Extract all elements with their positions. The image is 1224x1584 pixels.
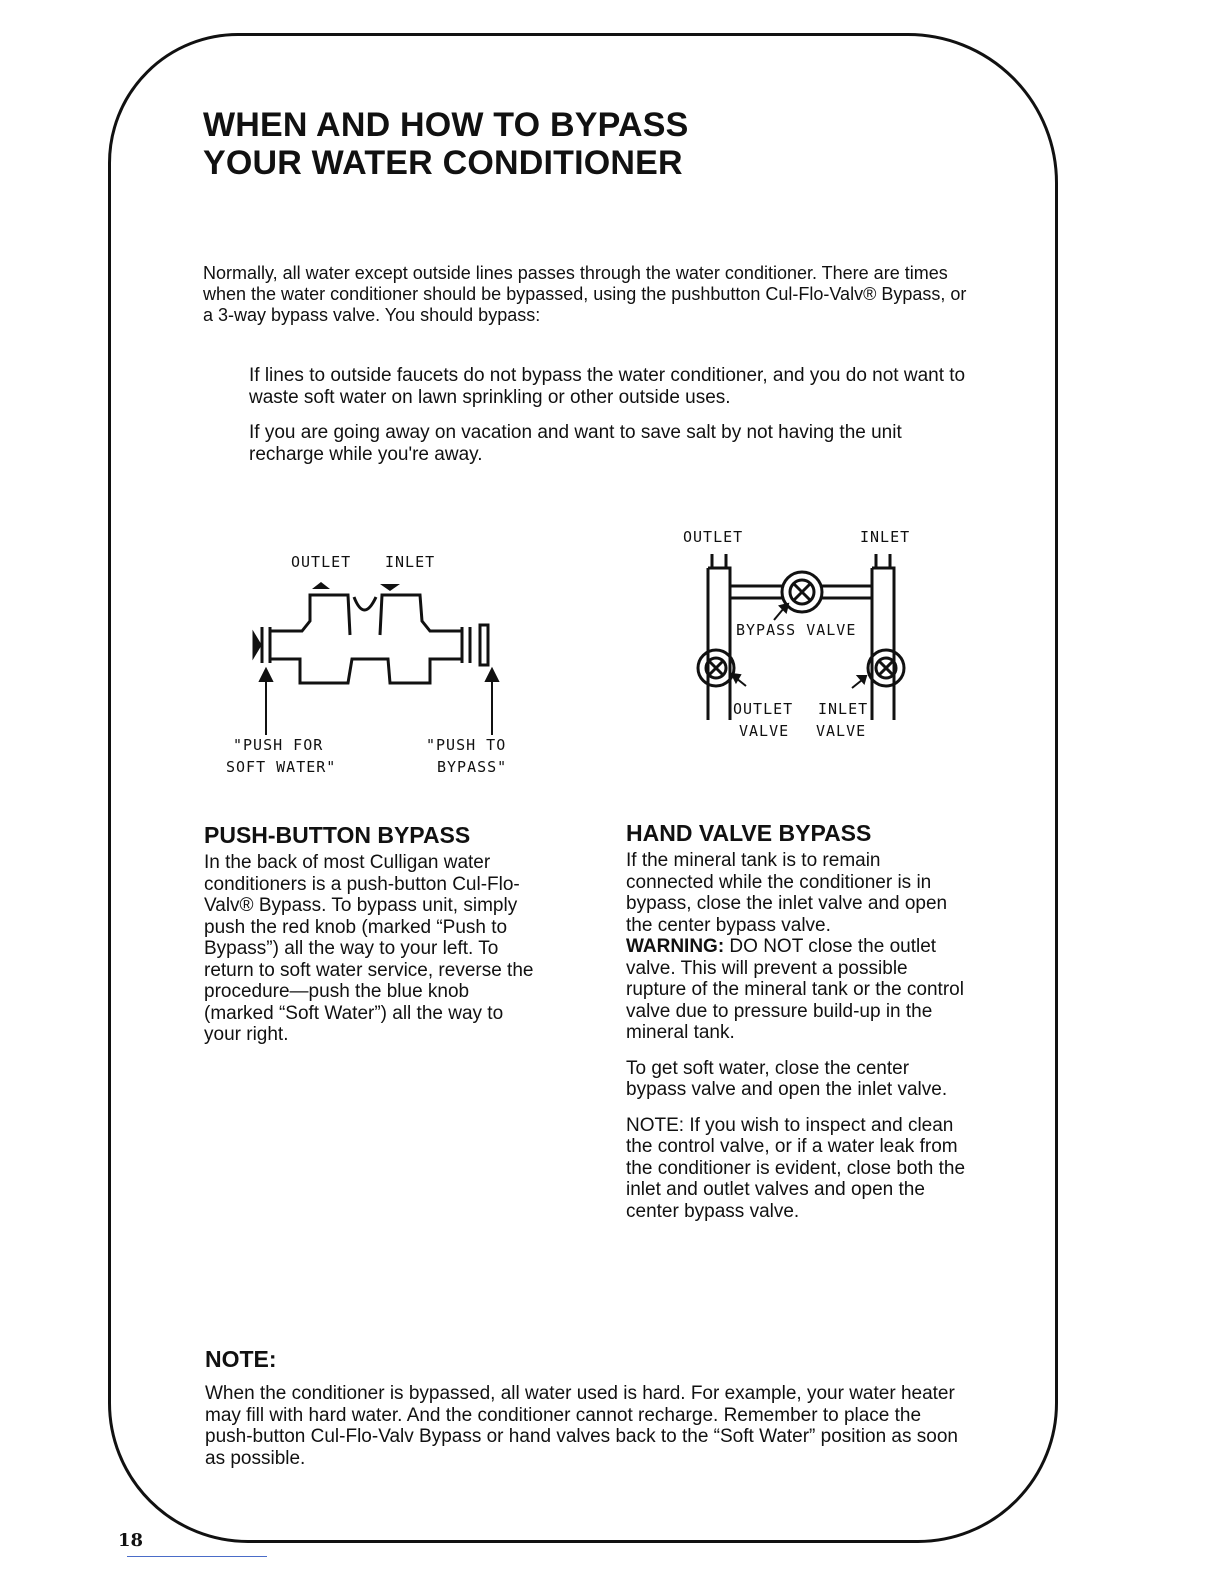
page-number: 18 [118,1530,144,1551]
bypass-reason-item: If lines to outside faucets do not bypass the water conditioner, and you do not want to waste soft water on lawn sprinkling or other outside uses. [249,365,966,408]
handvalve-body-1: If the mineral tank is to remain connected while the conditioner is in bypass, close the inlet valve and open the center bypass valve. [626,850,948,936]
pushbutton-heading: PUSH-BUTTON BYPASS [204,822,471,848]
handvalve-warning [626,936,966,1044]
pushbutton-column [204,852,544,1060]
pushbutton-valve-drawing [250,575,510,740]
pb-outlet-label: OUTLET [291,553,352,571]
pb-push-soft-line1: "PUSH FOR [233,736,324,754]
hv-outlet-valve-line2: VALVE [739,722,790,740]
hv-bypass-valve-label: BYPASS VALVE [736,621,857,639]
hv-outlet-label: OUTLET [683,528,744,546]
handvalve-note: NOTE: If you wish to inspect and clean the control valve, or if a water leak from the conditioner is evident, close both the inlet and outlet valves and open the center bypass valve. [626,1114,966,1222]
page-border-frame [108,33,1058,1543]
warning-label: WARNING: [626,936,725,957]
handvalve-column [626,850,966,1236]
hv-inlet-label: INLET [860,528,911,546]
page-title [203,106,688,182]
intro-paragraph: Normally, all water except outside lines passes through the water conditioner. There are times when the water conditioner should be bypassed, using the pushbutton Cul-Flo-Valv® Bypass, or a 3-way bypass valve. You should bypass: [203,263,967,325]
pb-inlet-label: INLET [385,553,436,571]
pb-push-soft-line2: SOFT WATER" [226,758,337,776]
hv-inlet-valve-line2: VALVE [816,722,867,740]
title-line-1: WHEN AND HOW TO BYPASS [203,106,689,144]
warning-text: DO NOT close the outlet valve. This will prevent a possible rupture of the mineral tank or the control valve due to pressure build-up in the mineral tank. [626,936,964,1043]
hv-outlet-valve-line1: OUTLET [733,700,794,718]
title-line-2: YOUR WATER CONDITIONER [203,144,683,182]
bottom-rule [127,1556,267,1557]
handvalve-body-2: To get soft water, close the center bypass valve and open the inlet valve. [626,1057,948,1100]
handvalve-heading: HAND VALVE BYPASS [626,820,872,846]
pb-push-bypass-line2: BYPASS" [437,758,508,776]
note-body: When the conditioner is bypassed, all water used is hard. For example, your water heater may fill with hard water. And the conditioner cannot recharge. Remember to place the push-button Cul-Flo-Valv Bypass or hand valves back to the “Soft Water” position as soon as possible. [205,1383,958,1469]
pushbutton-body: In the back of most Culligan water conditioners is a push-button Cul-Flo-Valv® Bypass. To bypass unit, simply push the red knob (marked “Push to Bypass”) all the way to your left. To return to soft water service, reverse the procedure—push the blue knob (marked “Soft Water”) all the way to your right. [204,852,534,1045]
bypass-reason-item: If you are going away on vacation and want to save salt by not having the unit recharge while you're away. [249,422,902,465]
note-heading: NOTE: [205,1346,277,1372]
hv-inlet-valve-line1: INLET [818,700,869,718]
pb-push-bypass-line1: "PUSH TO [426,736,507,754]
bypass-reasons-list [249,365,969,479]
